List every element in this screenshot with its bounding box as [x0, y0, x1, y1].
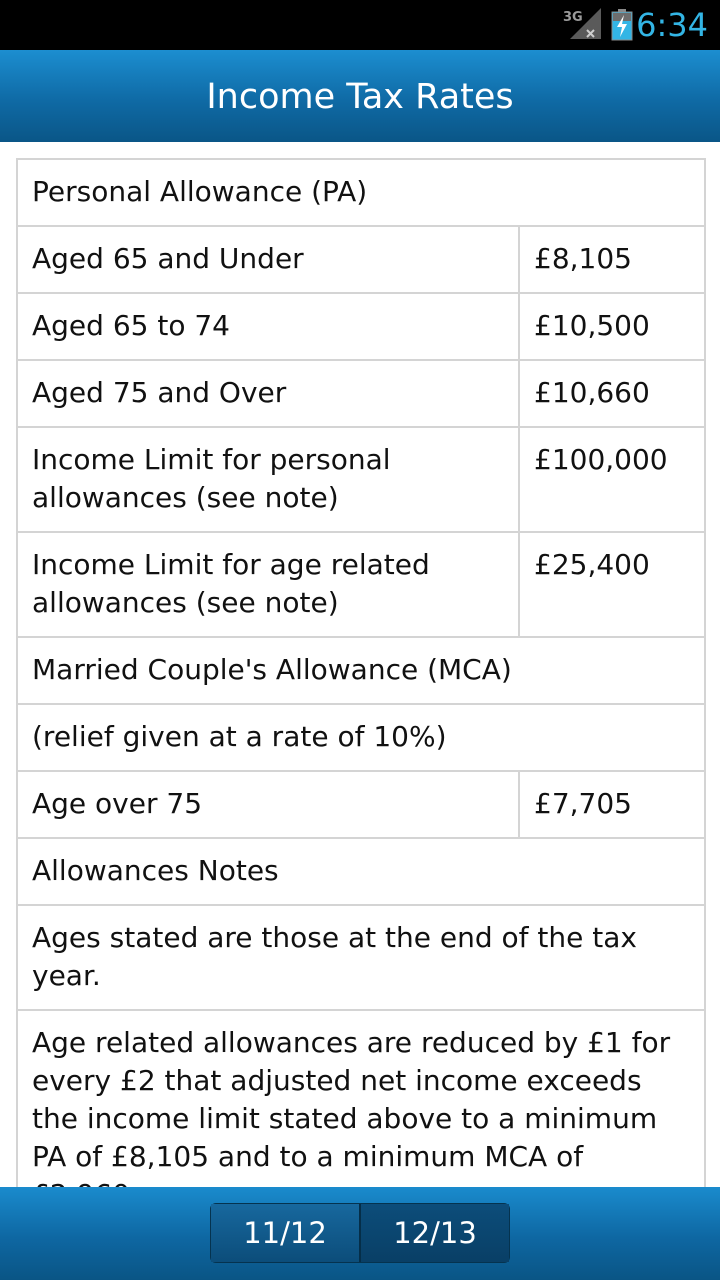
row-value: £10,500	[519, 293, 705, 360]
row-label: Married Couple's Allowance (MCA)	[17, 637, 705, 704]
row-label: Income Limit for personal allowances (see note)	[17, 427, 519, 532]
table-row	[17, 532, 705, 637]
table-row	[17, 427, 705, 532]
action-bar	[0, 50, 720, 143]
table-row	[17, 637, 705, 704]
table-row	[17, 838, 705, 905]
tax-year-selector	[210, 1203, 510, 1263]
table-row	[17, 771, 705, 838]
table-row	[17, 905, 705, 1010]
tab-12-13[interactable]: 12/13	[359, 1204, 509, 1262]
row-label: Ages stated are those at the end of the tax year.	[17, 905, 705, 1010]
table-row	[17, 360, 705, 427]
table-row	[17, 704, 705, 771]
row-value: £100,000	[519, 427, 705, 532]
row-label: Age related allowances are reduced by £1 for every £2 that adjusted net income exceeds the income limit stated above to a minimum PA of £8,105 and to a minimum MCA of	[17, 1010, 705, 1229]
signal-3g-icon	[562, 6, 602, 42]
row-value: £7,705	[519, 771, 705, 838]
row-label: (relief given at a rate of 10%)	[17, 704, 705, 771]
table-row	[17, 159, 705, 226]
row-value: £10,660	[519, 360, 705, 427]
row-label: Aged 65 and Under	[17, 226, 519, 293]
row-value: £8,105	[519, 226, 705, 293]
clock: 6:34	[636, 6, 708, 44]
row-label: Allowances Notes	[17, 838, 705, 905]
row-value: £25,400	[519, 532, 705, 637]
bottom-bar	[0, 1187, 720, 1280]
battery-charging-icon	[611, 9, 633, 41]
row-label: Age over 75	[17, 771, 519, 838]
table-row	[17, 293, 705, 360]
tab-11-12[interactable]: 11/12	[211, 1204, 359, 1262]
row-label: Aged 65 to 74	[17, 293, 519, 360]
page-title: Income Tax Rates	[206, 77, 514, 117]
row-label: Aged 75 and Over	[17, 360, 519, 427]
svg-text:3G: 3G	[563, 10, 583, 25]
row-label: Personal Allowance (PA)	[17, 159, 705, 226]
content-area[interactable]	[0, 142, 720, 1187]
row-label: Income Limit for age related allowances (see note)	[17, 532, 519, 637]
income-tax-rates-table	[16, 158, 706, 1230]
status-bar	[0, 0, 720, 50]
table-row	[17, 226, 705, 293]
